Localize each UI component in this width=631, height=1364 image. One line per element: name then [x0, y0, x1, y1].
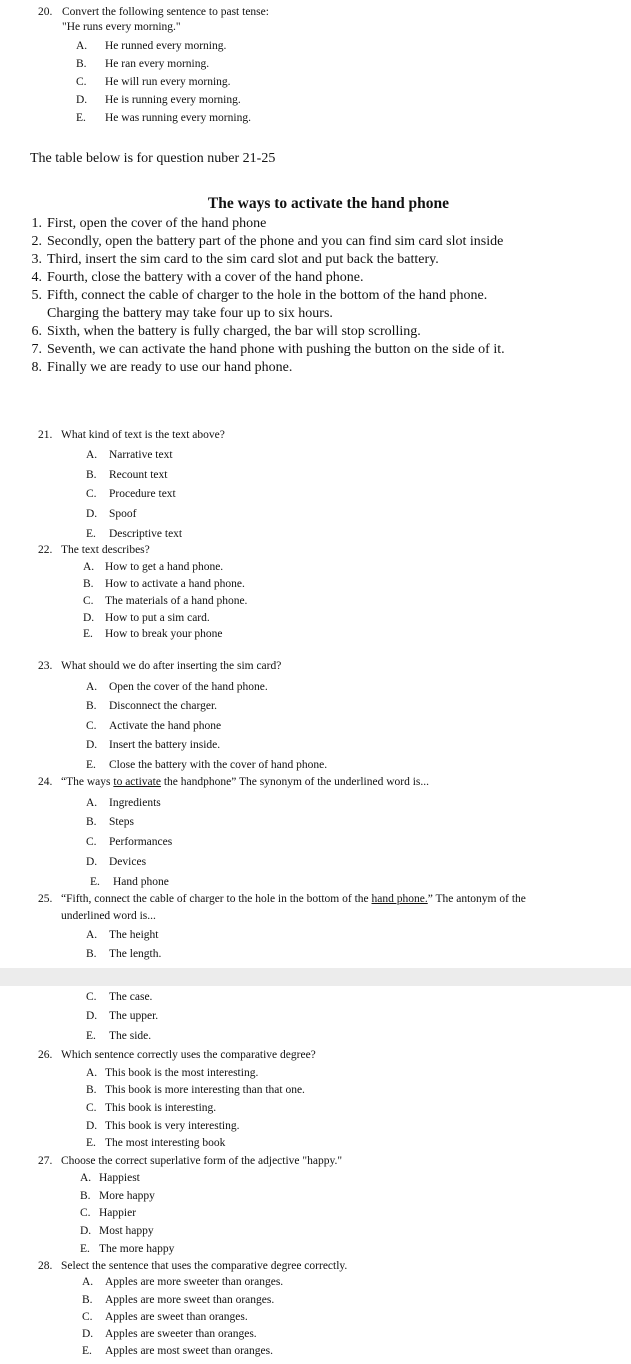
- option-text: Apples are sweeter than oranges.: [105, 1328, 257, 1340]
- step-text: Fifth, connect the cable of charger to the hole in the bottom of the hand phone.: [47, 288, 488, 303]
- step-item: [22, 287, 622, 323]
- option-letter: B.: [86, 1084, 97, 1096]
- option-letter: C.: [80, 1207, 91, 1219]
- prompt-text: the handphone” The synonym of the underlined word is...: [160, 776, 430, 788]
- step-number: 7.: [31, 342, 42, 357]
- table-intro: The table below is for question nuber 21-25: [30, 151, 276, 166]
- prompt-text: “The ways: [61, 776, 114, 788]
- underlined-word: hand phone.: [371, 893, 428, 905]
- option-letter: D.: [76, 94, 88, 106]
- option-letter: A.: [76, 40, 88, 52]
- reading-title: The ways to activate the hand phone: [207, 195, 450, 212]
- question-quote: "He runs every morning.": [62, 21, 181, 33]
- step-item: [22, 323, 622, 341]
- option-text: He is running every morning.: [105, 94, 241, 106]
- option-text: Happier: [99, 1207, 137, 1219]
- option-letter: E.: [76, 112, 86, 124]
- option-letter: E.: [86, 1030, 96, 1042]
- option-text: Recount text: [109, 469, 168, 481]
- document-page-2: [0, 986, 631, 1364]
- option-text: Procedure text: [109, 488, 176, 500]
- question-prompt: [61, 892, 526, 906]
- question-prompt: Which sentence correctly uses the comparative degree?: [61, 1049, 316, 1061]
- step-text-continued: Charging the battery may take four up to six hours.: [47, 306, 333, 321]
- question-number: 22.: [38, 544, 53, 556]
- option-letter: B.: [82, 1294, 93, 1306]
- option-letter: B.: [86, 948, 97, 960]
- prompt-text: “Fifth, connect the cable of charger to the hole in the bottom of the: [61, 893, 372, 905]
- step-text: Third, insert the sim card to the sim card slot and put back the battery.: [47, 252, 439, 267]
- option-letter: A.: [83, 561, 95, 573]
- option-text: Disconnect the charger.: [109, 700, 218, 712]
- option-letter: E.: [80, 1243, 90, 1255]
- option-letter: A.: [86, 1067, 98, 1079]
- step-text: Secondly, open the battery part of the phone and you can find sim card slot inside: [47, 234, 504, 249]
- question-prompt: Select the sentence that uses the comparative degree correctly.: [61, 1260, 348, 1272]
- question-prompt: The text describes?: [61, 544, 150, 556]
- option-letter: A.: [80, 1172, 92, 1184]
- step-number: 5.: [31, 288, 42, 303]
- option-letter: C.: [86, 488, 97, 500]
- question-number: 26.: [38, 1049, 53, 1061]
- option-text: How to break your phone: [105, 628, 223, 640]
- question-number: 28.: [38, 1260, 53, 1272]
- option-text: He runned every morning.: [105, 40, 227, 52]
- question-prompt-continued: underlined word is...: [61, 910, 156, 922]
- option-text: The upper.: [109, 1010, 159, 1022]
- option-text: Ingredients: [109, 797, 161, 809]
- option-text: He was running every morning.: [105, 112, 251, 124]
- option-text: The most interesting book: [105, 1137, 226, 1149]
- option-text: The length.: [109, 948, 162, 960]
- option-text: The materials of a hand phone.: [105, 595, 248, 607]
- option-text: Narrative text: [109, 449, 173, 461]
- question-prompt: What kind of text is the text above?: [61, 429, 225, 441]
- step-item: [22, 341, 622, 359]
- option-text: This book is interesting.: [105, 1102, 217, 1114]
- option-text: Performances: [109, 836, 173, 848]
- option-letter: B.: [83, 578, 94, 590]
- step-text: Fourth, close the battery with a cover of the hand phone.: [47, 270, 364, 285]
- option-text: The more happy: [99, 1243, 175, 1255]
- step-text: Finally we are ready to use our hand phone.: [47, 360, 293, 375]
- option-text: Apples are most sweet than oranges.: [105, 1345, 273, 1357]
- question-prompt: Convert the following sentence to past tense:: [62, 6, 269, 18]
- option-letter: D.: [86, 508, 98, 520]
- underlined-word: to activate: [113, 776, 161, 788]
- option-letter: D.: [86, 856, 98, 868]
- option-text: The side.: [109, 1030, 152, 1042]
- option-text: Apples are sweet than oranges.: [105, 1311, 248, 1323]
- option-text: He will run every morning.: [105, 76, 231, 88]
- option-text: Apples are more sweeter than oranges.: [105, 1276, 284, 1288]
- option-letter: C.: [86, 836, 97, 848]
- option-text: Descriptive text: [109, 528, 183, 540]
- step-item: [22, 251, 622, 269]
- question-prompt: What should we do after inserting the sim card?: [61, 660, 282, 672]
- option-text: Open the cover of the hand phone.: [109, 681, 268, 693]
- option-letter: B.: [80, 1190, 91, 1202]
- question-number: 23.: [38, 660, 53, 672]
- option-text: The height: [109, 929, 159, 941]
- option-text: This book is the most interesting.: [105, 1067, 259, 1079]
- question-prompt: Choose the correct superlative form of the adjective "happy.": [61, 1155, 343, 1167]
- option-letter: C.: [86, 1102, 97, 1114]
- option-letter: B.: [86, 816, 97, 828]
- option-letter: E.: [86, 1137, 96, 1149]
- step-number: 1.: [31, 216, 42, 231]
- question-number: 21.: [38, 429, 53, 441]
- option-letter: D.: [83, 612, 95, 624]
- option-text: The case.: [109, 991, 153, 1003]
- option-letter: B.: [76, 58, 87, 70]
- step-item: [22, 269, 622, 287]
- option-letter: E.: [90, 876, 100, 888]
- option-text: Devices: [109, 856, 147, 868]
- option-text: Apples are more sweet than oranges.: [105, 1294, 275, 1306]
- step-number: 6.: [31, 324, 42, 339]
- option-letter: D.: [80, 1225, 92, 1237]
- step-number: 8.: [31, 360, 42, 375]
- option-letter: E.: [86, 528, 96, 540]
- option-text: How to activate a hand phone.: [105, 578, 245, 590]
- option-letter: E.: [86, 759, 96, 771]
- option-text: How to put a sim card.: [105, 612, 210, 624]
- option-letter: A.: [86, 929, 98, 941]
- step-item: [22, 233, 622, 251]
- prompt-text: ” The antonym of the: [427, 893, 526, 905]
- option-letter: C.: [82, 1311, 93, 1323]
- option-letter: D.: [86, 1120, 98, 1132]
- step-text: Seventh, we can activate the hand phone with pushing the button on the side of it.: [47, 342, 505, 357]
- question-number: 20.: [38, 6, 53, 18]
- question-prompt: [61, 775, 429, 789]
- option-letter: D.: [86, 1010, 98, 1022]
- option-letter: E.: [83, 628, 93, 640]
- option-letter: B.: [86, 469, 97, 481]
- question-number: 24.: [38, 776, 53, 788]
- option-letter: C.: [83, 595, 94, 607]
- option-letter: A.: [86, 797, 98, 809]
- step-number: 2.: [31, 234, 42, 249]
- option-text: Most happy: [99, 1225, 154, 1237]
- option-text: Close the battery with the cover of hand phone.: [109, 759, 328, 771]
- step-text: Sixth, when the battery is fully charged, the bar will stop scrolling.: [47, 324, 421, 339]
- step-number: 4.: [31, 270, 42, 285]
- option-text: This book is more interesting than that one.: [105, 1084, 305, 1096]
- option-text: Hand phone: [113, 876, 169, 888]
- option-letter: A.: [86, 681, 98, 693]
- step-text: First, open the cover of the hand phone: [47, 216, 267, 231]
- step-item: [22, 359, 622, 377]
- option-text: He ran every morning.: [105, 58, 210, 70]
- option-letter: C.: [86, 720, 97, 732]
- option-letter: C.: [86, 991, 97, 1003]
- option-letter: A.: [86, 449, 98, 461]
- page-separator: [0, 968, 631, 986]
- option-letter: A.: [82, 1276, 94, 1288]
- question-number: 27.: [38, 1155, 53, 1167]
- option-text: Insert the battery inside.: [109, 739, 221, 751]
- option-text: Happiest: [99, 1172, 140, 1184]
- option-text: More happy: [99, 1190, 155, 1202]
- option-letter: B.: [86, 700, 97, 712]
- option-letter: E.: [82, 1345, 92, 1357]
- step-item: [22, 215, 622, 233]
- option-text: Spoof: [109, 508, 137, 520]
- option-text: Activate the hand phone: [109, 720, 222, 732]
- question-number: 25.: [38, 893, 53, 905]
- option-text: How to get a hand phone.: [105, 561, 224, 573]
- option-text: This book is very interesting.: [105, 1120, 240, 1132]
- option-letter: D.: [82, 1328, 94, 1340]
- option-letter: D.: [86, 739, 98, 751]
- option-text: Steps: [109, 816, 134, 828]
- step-number: 3.: [31, 252, 42, 267]
- option-letter: C.: [76, 76, 87, 88]
